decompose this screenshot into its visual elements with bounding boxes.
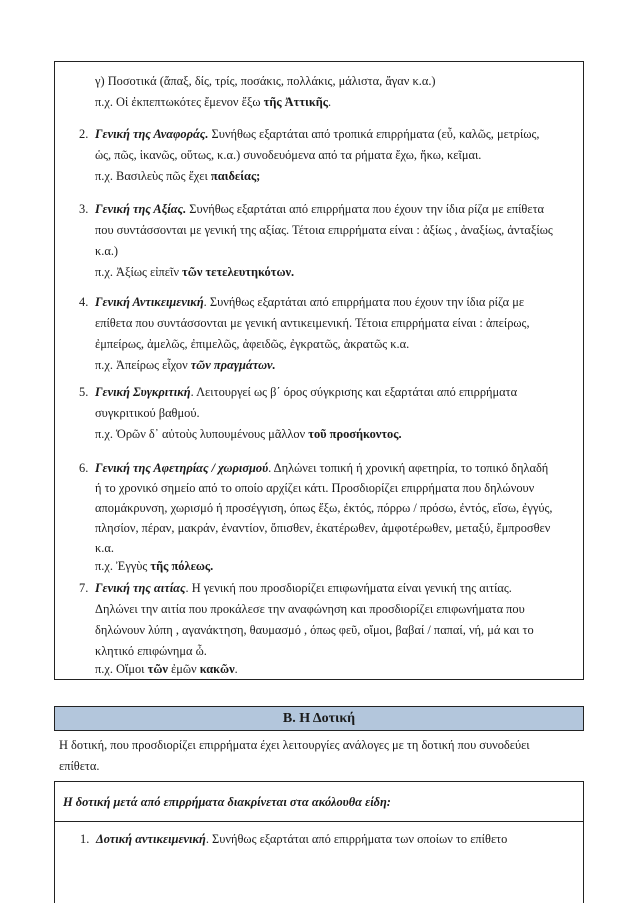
item-6-line-4: πλησίον, πέραν, μακράν, ἐναντίον, ὄπισθεν, ἑκατέρωθεν, ἀμφοτέρωθεν, μεταξύ, ἔμπροσθεν <box>95 521 551 535</box>
item-4-example: π.χ. Ἀπείρως εἶχον τῶν πραγμάτων. <box>95 358 276 372</box>
item-6-example: π.χ. Ἐγγὺς τῆς πόλεως. <box>95 559 214 573</box>
item-7-line-2: Δηλώνει την αιτία που προκάλεσε την αναφώνηση και προσδιορίζει επιφωνήματα που <box>95 602 525 616</box>
item-7-example <box>95 659 238 680</box>
item-5-example: π.χ. Ὁρῶν δ᾽ αὐτοὺς λυπουμένους μᾶλλον τοῦ προσήκοντος. <box>95 427 402 441</box>
item-3-line-2: που συντάσσονται με γενική της αξίας. Τέτοια επιρρήματα είναι : ἀξίως , ἀναξίως, ἀνταξίως <box>95 223 553 237</box>
example-text: ἐμῶν <box>167 662 200 676</box>
example-text: . <box>234 662 238 676</box>
intro-line-2: επίθετα. <box>59 759 100 773</box>
divider <box>55 821 583 822</box>
item-7-line-3: δηλώνουν λύπη , αγανάκτηση, θαυμασμό , όπως φεῦ, οἴμοι, βαβαί / παπαί, νή, μά και το <box>95 623 534 637</box>
item-3-line-1: Γενική της Αξίας. Συνήθως εξαρτάται από επιρρήματα που έχουν την ίδια ρίζα με επίθετα <box>95 202 545 216</box>
item-3-line-3: κ.α.) <box>95 244 119 258</box>
item-number: 6. <box>79 461 89 475</box>
dative-types-box <box>54 781 584 903</box>
item-4-line-2: επίθετα που συντάσσονται με γενική αντικειμενική. Τέτοια επιρρήματα είναι : ἀπείρως, <box>95 316 530 330</box>
item-6-line-5: κ.α. <box>95 541 114 555</box>
item-4-line-3: ἐμπείρως, ἀμελῶς, ἐπιμελῶς, ἀφειδῶς, ἐγκρατῶς, ἀκρατῶς κ.α. <box>95 337 410 351</box>
intro-line-1: Η δοτική, που προσδιορίζει επιρρήματα έχει λειτουργίες ανάλογες με τη δοτική που συνοδεύει <box>59 738 530 752</box>
item-5-line-2: συγκριτικού βαθμού. <box>95 406 200 420</box>
item-6-line-1: Γενική της Αφετηρίας / χωρισμού. Δηλώνει τοπική ή χρονική αφετηρία, το τοπικό δηλαδή <box>95 461 549 475</box>
item-number: 1. <box>80 832 90 846</box>
item-3-example: π.χ. Ἀξίως εἰπεῖν τῶν τετελευτηκότων. <box>95 265 295 279</box>
section-header: Β. Η Δοτική <box>54 706 584 731</box>
item-number: 3. <box>79 202 89 216</box>
item-2-example: π.χ. Βασιλεὺς πῶς ἔχει παιδείας; <box>95 169 261 183</box>
dative-item-1: Δοτική αντικειμενική. Συνήθως εξαρτάται από επιρρήματα των οποίων το επίθετο <box>96 832 508 846</box>
item-number: 5. <box>79 385 89 399</box>
item-number: 7. <box>79 581 89 595</box>
item-7-line-4: κλητικό επιφώνημα ὦ. <box>95 644 207 658</box>
item-5-line-1: Γενική Συγκριτική. Λειτουργεί ως β΄ όρος σύγκρισης και εξαρτάται από επιρρήματα <box>95 385 518 399</box>
item-g-line: γ) Ποσοτικά (ἅπαξ, δίς, τρίς, ποσάκις, πολλάκις, μάλιστα, ἄγαν κ.α.) <box>95 74 436 88</box>
item-6-line-2: ή το χρονικό σημείο από το οποίο αρχίζει κάτι. Προσδιορίζει επιρρήματα που δηλώνουν <box>95 481 535 495</box>
example-bold: τῶν <box>147 662 168 676</box>
item-6-line-3: απομάκρυνση, χωρισμό ή προσέγγιση, όπως ἔξω, ἐκτός, πόρρω / πρόσω, ἐντός, εἴσω, ἐγγύς, <box>95 501 553 515</box>
item-number: 2. <box>79 127 89 141</box>
item-g-example: π.χ. Οἱ ἐκπεπτωκότες ἔμενον ἔξω τῆς Ἀττικῆς. <box>95 95 332 109</box>
box-title: Η δοτική μετά από επιρρήματα διακρίνεται στα ακόλουθα είδη: <box>63 795 391 809</box>
item-7-line-1: Γενική της αιτίας. Η γενική που προσδιορίζει επιφωνήματα είναι γενική της αιτίας. <box>95 581 512 595</box>
example-bold: κακῶν <box>199 662 235 676</box>
item-2-line-1: Γενική της Αναφοράς. Συνήθως εξαρτάται από τροπικά επιρρήματα (εὖ, καλῶς, μετρίως, <box>95 127 540 141</box>
item-4-line-1: Γενική Αντικειμενική. Συνήθως εξαρτάται από επιρρήματα που έχουν την ίδια ρίζα με <box>95 295 525 309</box>
item-number: 4. <box>79 295 89 309</box>
example-text: π.χ. Οἴμοι <box>95 662 148 676</box>
item-2-line-2: ὡς, πῶς, ἱκανῶς, οὕτως, κ.α.) συνοδευόμενα από τα ρήματα ἔχω, ἥκω, κεῖμαι. <box>95 148 482 162</box>
